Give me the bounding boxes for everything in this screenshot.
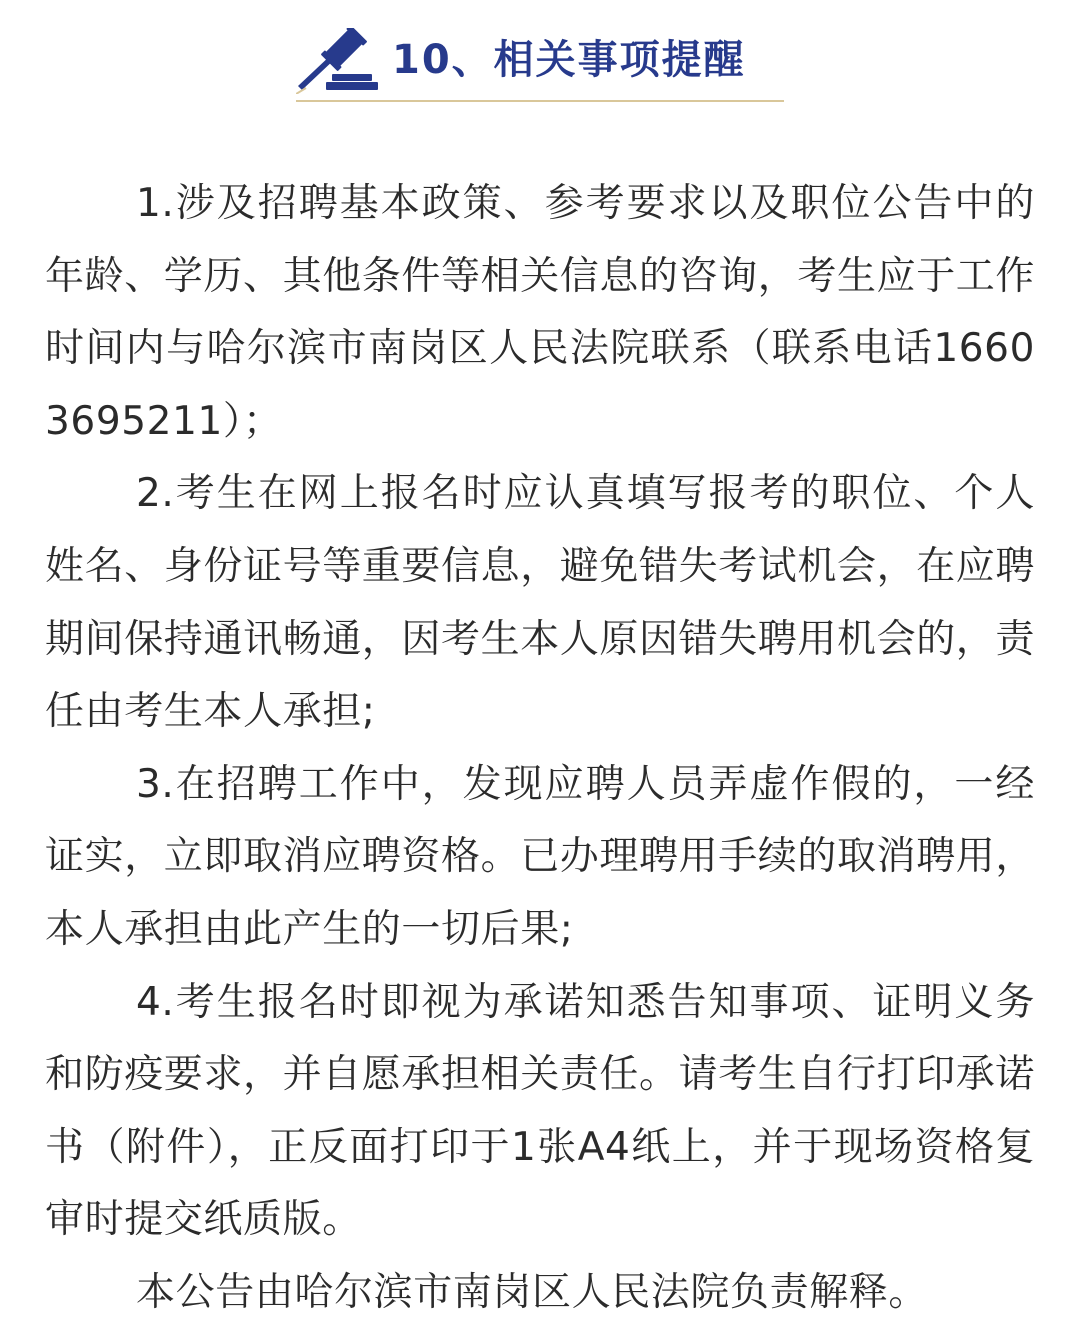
gavel-icon xyxy=(296,28,382,94)
paragraph-item-4: 4.考生报名时即视为承诺知悉告知事项、证明义务和防疫要求，并自愿承担相关责任。请考生自行打印承诺书（附件），正反面打印于1张A4纸上，并于现场资格复审时提交纸质版。 xyxy=(45,979,1036,1243)
section-header xyxy=(296,22,784,106)
paragraph-item-1: 1.涉及招聘基本政策、参考要求以及职位公告中的年龄、学历、其他条件等相关信息的咨询，考生应于工作时间内与哈尔滨市南岗区人民法院联系（联系电话16603695211）； xyxy=(45,181,1036,444)
paragraph-item-2: 2.考生在网上报名时应认真填写报考的职位、个人姓名、身份证号等重要信息，避免错失考试机会，在应聘期间保持通讯畅通，因考生本人原因错失聘用机会的，责任由考生本人承担; xyxy=(45,471,1036,735)
paragraph-closing: 本公告由哈尔滨市南岗区人民法院负责解释。 xyxy=(136,1269,929,1315)
notice-body xyxy=(45,168,1035,1330)
section-title: 10、相关事项提醒 xyxy=(392,37,746,83)
paragraph-item-3: 3.在招聘工作中，发现应聘人员弄虚作假的，一经证实，立即取消应聘资格。已办理聘用手续的取消聘用，本人承担由此产生的一切后果; xyxy=(45,761,1036,952)
title-underline xyxy=(296,100,784,102)
